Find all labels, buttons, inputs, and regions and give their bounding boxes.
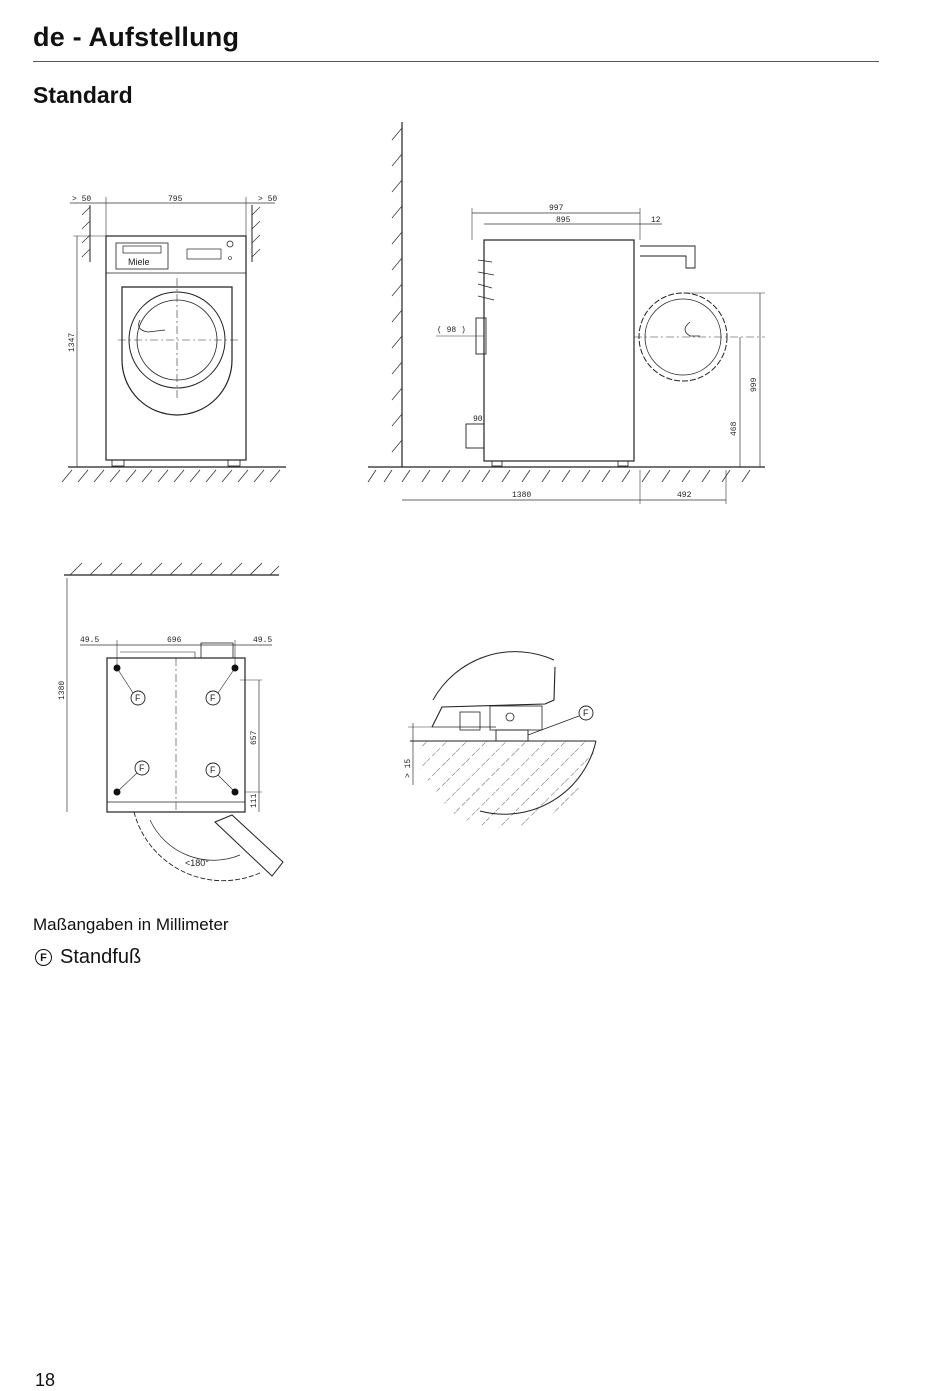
page-number: 18 (35, 1370, 56, 1390)
side-dim-floor-depth: 1380 (512, 491, 532, 500)
top-dim-angle: <180° (185, 858, 209, 868)
detail-foot-label: F (583, 708, 589, 718)
front-dim-right: > 50 (258, 195, 278, 204)
legend-label: Standfuß (60, 946, 142, 968)
top-view (58, 563, 283, 881)
top-dim-right: 49.5 (253, 636, 273, 645)
foot-label-4: F (210, 765, 216, 775)
side-view (368, 122, 765, 504)
top-dim-feet: 657 (250, 730, 259, 745)
front-dim-height: 1347 (68, 332, 77, 352)
side-dim-door: 492 (677, 491, 692, 500)
top-dim-mid: 696 (167, 636, 182, 645)
side-dim-depth: 895 (556, 216, 571, 225)
side-dim-total-depth: 997 (549, 204, 564, 213)
front-view (62, 195, 286, 482)
detail-view (404, 652, 596, 828)
foot-label-2: F (210, 693, 216, 703)
top-dim-left: 49.5 (80, 636, 100, 645)
dimension-caption: Maßangaben in Millimeter (33, 915, 229, 934)
brand-logo: Miele (128, 257, 150, 267)
top-dim-depth: 1380 (58, 680, 67, 700)
side-dim-rear: ( 98 ) (437, 326, 466, 335)
side-dim-low: 90 (473, 415, 483, 424)
foot-label-3: F (139, 763, 145, 773)
foot-label-1: F (135, 693, 141, 703)
page-title: de - Aufstellung (33, 22, 240, 52)
foot-symbol-icon: F (35, 949, 52, 966)
side-dim-offset: 12 (651, 216, 661, 225)
side-dim-door-height: 999 (750, 377, 759, 392)
top-dim-front: 111 (250, 793, 259, 808)
section-title: Standard (33, 82, 133, 108)
front-dim-left: > 50 (72, 195, 92, 204)
legend (35, 946, 141, 969)
front-dim-width: 795 (168, 195, 183, 204)
side-dim-door-center: 468 (730, 421, 739, 436)
detail-dim-clearance: > 15 (404, 758, 413, 778)
